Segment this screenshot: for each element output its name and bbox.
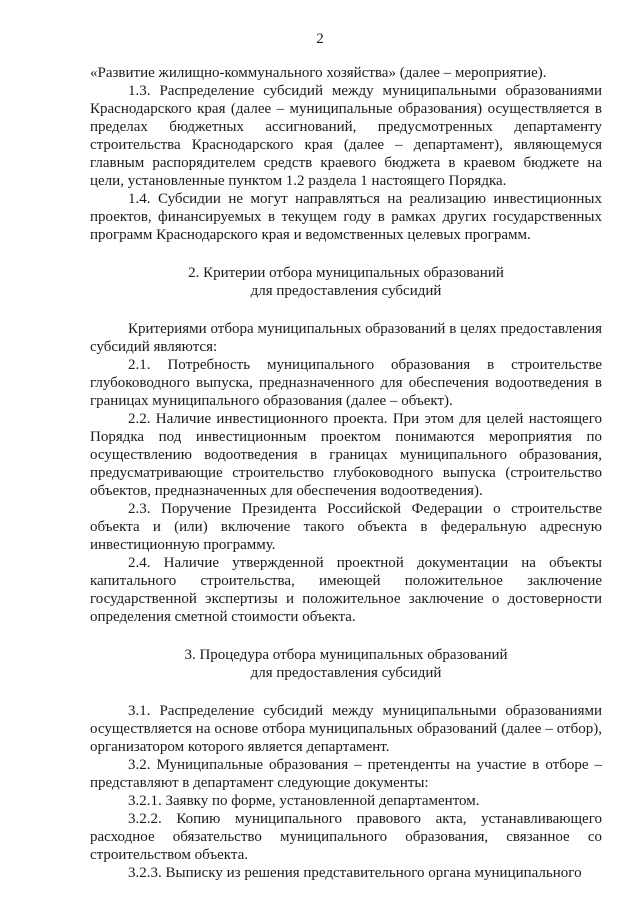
paragraph-continuation: «Развитие жилищно-коммунального хозяйства» (далее – мероприятие). — [90, 65, 547, 81]
paragraph-1-4: 1.4. Субсидии не могут направляться на реализацию инвестиционных проектов, финансируемых в текущем году в рамках других государственных программ Краснодарского края и ведомственных целевых программ. — [90, 191, 602, 243]
paragraph-3-1: 3.1. Распределение субсидий между муниципальными образованиями осуществляется на основе отбора муниципальных образований (далее – отбор), организатором которого является департамент. — [90, 703, 602, 755]
page-number: 2 — [316, 31, 324, 47]
section-3-title: 3. Процедура отбора муниципальных образований — [184, 647, 508, 663]
paragraph-2-3: 2.3. Поручение Президента Российской Федерации о строительстве объекта и (или) включение такого объекта в федеральную адресную инвестиционную программу. — [90, 501, 602, 553]
paragraph-2-intro: Критериями отбора муниципальных образований в целях предоставления субсидий являются: — [90, 321, 602, 355]
section-2-title: 2. Критерии отбора муниципальных образований — [188, 265, 504, 281]
paragraph-3-2-1: 3.2.1. Заявку по форме, установленной департаментом. — [128, 793, 480, 809]
paragraph-2-4: 2.4. Наличие утвержденной проектной документации на объекты капитального строительства, имеющей положительное заключение государственной экспертизы и положительное заключение о достоверности определения сметной стоимости объекта. — [90, 555, 602, 625]
section-3-subtitle: для предоставления субсидий — [250, 665, 442, 681]
paragraph-2-1: 2.1. Потребность муниципального образования в строительстве глубоководного выпуска, предназначенного для обеспечения водоотведения в границах муниципального образования (далее – объект). — [90, 357, 602, 409]
paragraph-3-2-2: 3.2.2. Копию муниципального правового акта, устанавливающего расходное обязательство муниципального образования, связанное со строительством объекта. — [90, 811, 602, 863]
paragraph-3-2: 3.2. Муниципальные образования – претенденты на участие в отборе – представляют в департамент следующие документы: — [90, 757, 602, 791]
document-body — [90, 64, 602, 882]
paragraph-1-3: 1.3. Распределение субсидий между муниципальными образованиями Краснодарского края (далее – муниципальные образования) осуществляется в пределах бюджетных ассигнований, предусмотренных департаменту строительства Краснодарского края (далее – департамент), являющемуся главным распорядителем средств краевого бюджета в краевом бюджете на цели, установленные пунктом 1.2 раздела 1 настоящего Порядка. — [90, 83, 602, 189]
paragraph-2-2: 2.2. Наличие инвестиционного проекта. При этом для целей настоящего Порядка под инвестиционным проектом понимаются мероприятия по осуществлению водоотведения в границах муниципального образования, предусматривающие строительство глубоководного выпуска (строительство объектов, предназначенных для обеспечения водоотведения). — [90, 411, 602, 499]
section-2-subtitle: для предоставления субсидий — [250, 283, 442, 299]
paragraph-3-2-3: 3.2.3. Выписку из решения представительного органа муниципального — [128, 865, 582, 881]
